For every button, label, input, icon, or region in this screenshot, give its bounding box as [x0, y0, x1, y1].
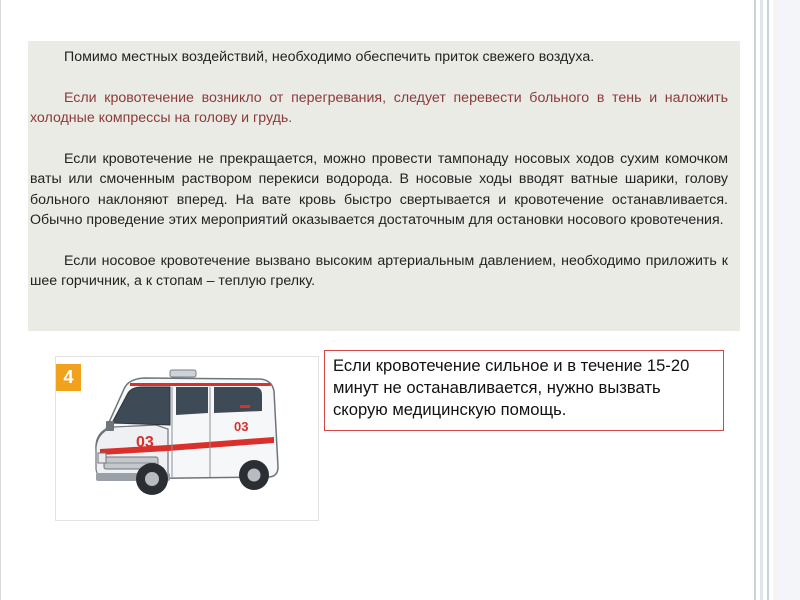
paragraph-high-pressure: Если носовое кровотечение вызвано высоким артериальным давлением, необходимо приложить к шее горчичник, а к стопам – теплую грелку. [30, 253, 728, 290]
paragraph-fresh-air: Помимо местных воздействий, необходимо обеспечить приток свежего воздуха. [64, 49, 595, 65]
ambulance-icon [84, 369, 294, 509]
rail-line [754, 0, 756, 600]
front-number-label: 03 [136, 434, 154, 451]
instructions-panel [28, 41, 740, 331]
rail-line [760, 0, 763, 600]
emergency-callout: Если кровотечение сильное и в течение 15-20 минут не останавливается, нужно вызвать скорую медицинскую помощь. [324, 350, 724, 431]
step-number-badge: 4 [56, 364, 81, 391]
paragraph-overheating: Если кровотечение возникло от перегревания, следует перевести больного в тень и наложить холодные компрессы на голову и грудь. [30, 89, 728, 127]
decorative-side-rails [754, 0, 800, 600]
ambulance-illustration [55, 356, 319, 521]
rail-line [767, 0, 769, 600]
rail-band [773, 0, 800, 600]
paragraph-tamponade: Если кровотечение не прекращается, можно провести тампонаду носовых ходов сухим комочком ваты или смоченным раствором перекиси водорода. В носовые ходы вводят ватные шарики, голову больного наклоняют вперед. На вате кровь быстро свертывается и кровотечение останавливается. Обычно проведение этих мероприятий оказывается достаточным для остановки носового кровотечения. [30, 151, 728, 229]
page-border [0, 0, 1, 600]
side-number-label: 03 [234, 419, 249, 434]
